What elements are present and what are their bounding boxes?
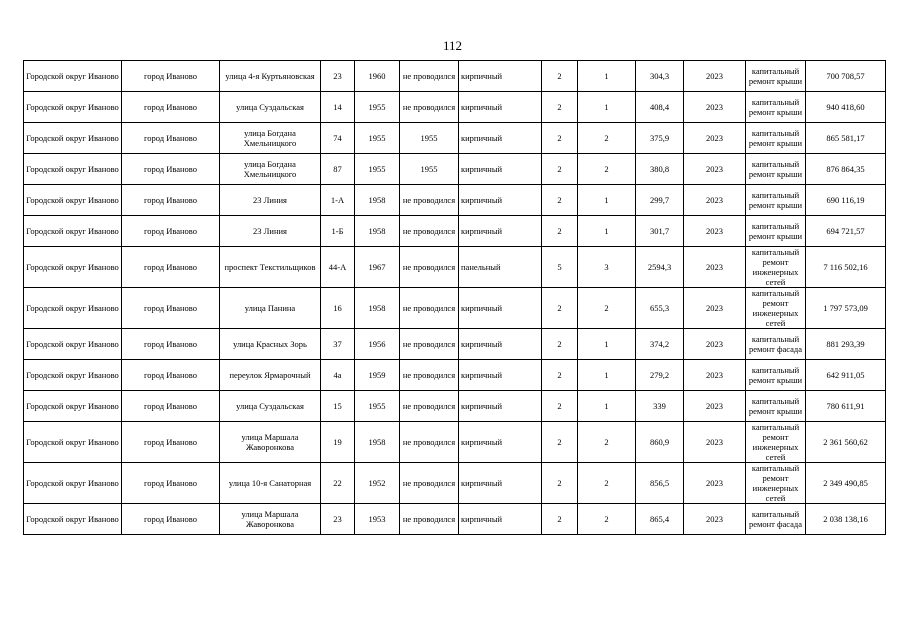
area-cell: 655,3 <box>636 288 684 329</box>
street-cell: переулок Ярмарочный <box>220 360 321 391</box>
house-number-cell: 14 <box>321 92 355 123</box>
housing-repair-table <box>23 60 886 535</box>
floors-cell: 2 <box>542 463 578 504</box>
cost-cell: 700 708,57 <box>806 61 886 92</box>
wall-material-cell: кирпичный <box>459 123 542 154</box>
house-number-cell: 19 <box>321 422 355 463</box>
last-repair-cell: не проводился <box>400 463 459 504</box>
plan-year-cell: 2023 <box>684 92 746 123</box>
house-number-cell: 87 <box>321 154 355 185</box>
entrances-cell: 2 <box>578 463 636 504</box>
year-built-cell: 1959 <box>355 360 400 391</box>
plan-year-cell: 2023 <box>684 61 746 92</box>
street-cell: 23 Линия <box>220 185 321 216</box>
plan-year-cell: 2023 <box>684 123 746 154</box>
table-row <box>24 422 886 463</box>
floors-cell: 2 <box>542 92 578 123</box>
last-repair-cell: не проводился <box>400 504 459 535</box>
city-cell: город Иваново <box>122 154 220 185</box>
entrances-cell: 2 <box>578 504 636 535</box>
house-number-cell: 37 <box>321 329 355 360</box>
floors-cell: 2 <box>542 154 578 185</box>
year-built-cell: 1958 <box>355 422 400 463</box>
house-number-cell: 23 <box>321 61 355 92</box>
year-built-cell: 1952 <box>355 463 400 504</box>
entrances-cell: 3 <box>578 247 636 288</box>
house-number-cell: 16 <box>321 288 355 329</box>
area-cell: 301,7 <box>636 216 684 247</box>
last-repair-cell: не проводился <box>400 247 459 288</box>
work-type-cell: капитальный ремонт крыши <box>746 154 806 185</box>
year-built-cell: 1955 <box>355 123 400 154</box>
floors-cell: 2 <box>542 391 578 422</box>
area-cell: 304,3 <box>636 61 684 92</box>
house-number-cell: 74 <box>321 123 355 154</box>
page-number: 112 <box>442 38 463 53</box>
last-repair-cell: не проводился <box>400 422 459 463</box>
wall-material-cell: кирпичный <box>459 61 542 92</box>
wall-material-cell: кирпичный <box>459 391 542 422</box>
entrances-cell: 2 <box>578 288 636 329</box>
cost-cell: 940 418,60 <box>806 92 886 123</box>
cost-cell: 690 116,19 <box>806 185 886 216</box>
year-built-cell: 1956 <box>355 329 400 360</box>
street-cell: улица Панина <box>220 288 321 329</box>
wall-material-cell: кирпичный <box>459 154 542 185</box>
house-number-cell: 23 <box>321 504 355 535</box>
floors-cell: 2 <box>542 216 578 247</box>
wall-material-cell: кирпичный <box>459 185 542 216</box>
street-cell: улица Маршала Жаворонкова <box>220 422 321 463</box>
floors-cell: 2 <box>542 288 578 329</box>
wall-material-cell: кирпичный <box>459 360 542 391</box>
entrances-cell: 2 <box>578 422 636 463</box>
city-cell: город Иваново <box>122 247 220 288</box>
cost-cell: 876 864,35 <box>806 154 886 185</box>
wall-material-cell: панельный <box>459 247 542 288</box>
municipal-district-cell: Городской округ Иваново <box>24 61 122 92</box>
entrances-cell: 1 <box>578 61 636 92</box>
area-cell: 374,2 <box>636 329 684 360</box>
floors-cell: 2 <box>542 61 578 92</box>
municipal-district-cell: Городской округ Иваново <box>24 247 122 288</box>
work-type-cell: капитальный ремонт крыши <box>746 391 806 422</box>
street-cell: улица Богдана Хмельницкого <box>220 123 321 154</box>
cost-cell: 865 581,17 <box>806 123 886 154</box>
year-built-cell: 1955 <box>355 154 400 185</box>
wall-material-cell: кирпичный <box>459 463 542 504</box>
plan-year-cell: 2023 <box>684 360 746 391</box>
floors-cell: 5 <box>542 247 578 288</box>
table-row <box>24 92 886 123</box>
city-cell: город Иваново <box>122 61 220 92</box>
cost-cell: 1 797 573,09 <box>806 288 886 329</box>
table-row <box>24 463 886 504</box>
floors-cell: 2 <box>542 504 578 535</box>
year-built-cell: 1953 <box>355 504 400 535</box>
house-number-cell: 1-А <box>321 185 355 216</box>
entrances-cell: 2 <box>578 154 636 185</box>
last-repair-cell: не проводился <box>400 61 459 92</box>
table-row <box>24 123 886 154</box>
municipal-district-cell: Городской округ Иваново <box>24 422 122 463</box>
city-cell: город Иваново <box>122 288 220 329</box>
plan-year-cell: 2023 <box>684 247 746 288</box>
street-cell: проспект Текстильщиков <box>220 247 321 288</box>
year-built-cell: 1955 <box>355 92 400 123</box>
cost-cell: 780 611,91 <box>806 391 886 422</box>
work-type-cell: капитальный ремонт инженерных сетей <box>746 463 806 504</box>
table-row <box>24 154 886 185</box>
last-repair-cell: не проводился <box>400 329 459 360</box>
plan-year-cell: 2023 <box>684 288 746 329</box>
plan-year-cell: 2023 <box>684 422 746 463</box>
year-built-cell: 1958 <box>355 185 400 216</box>
year-built-cell: 1967 <box>355 247 400 288</box>
entrances-cell: 1 <box>578 92 636 123</box>
last-repair-cell: не проводился <box>400 185 459 216</box>
area-cell: 375,9 <box>636 123 684 154</box>
work-type-cell: капитальный ремонт инженерных сетей <box>746 247 806 288</box>
plan-year-cell: 2023 <box>684 154 746 185</box>
street-cell: улица Суздальская <box>220 92 321 123</box>
plan-year-cell: 2023 <box>684 216 746 247</box>
wall-material-cell: кирпичный <box>459 329 542 360</box>
municipal-district-cell: Городской округ Иваново <box>24 391 122 422</box>
house-number-cell: 15 <box>321 391 355 422</box>
city-cell: город Иваново <box>122 391 220 422</box>
street-cell: улица 4-я Куртьяновская <box>220 61 321 92</box>
wall-material-cell: кирпичный <box>459 504 542 535</box>
floors-cell: 2 <box>542 329 578 360</box>
floors-cell: 2 <box>542 422 578 463</box>
area-cell: 279,2 <box>636 360 684 391</box>
municipal-district-cell: Городской округ Иваново <box>24 463 122 504</box>
table-row <box>24 329 886 360</box>
last-repair-cell: 1955 <box>400 154 459 185</box>
table-row <box>24 247 886 288</box>
wall-material-cell: кирпичный <box>459 422 542 463</box>
work-type-cell: капитальный ремонт инженерных сетей <box>746 288 806 329</box>
plan-year-cell: 2023 <box>684 504 746 535</box>
city-cell: город Иваново <box>122 360 220 391</box>
wall-material-cell: кирпичный <box>459 92 542 123</box>
last-repair-cell: не проводился <box>400 288 459 329</box>
last-repair-cell: не проводился <box>400 391 459 422</box>
area-cell: 299,7 <box>636 185 684 216</box>
wall-material-cell: кирпичный <box>459 288 542 329</box>
street-cell: улица Богдана Хмельницкого <box>220 154 321 185</box>
house-number-cell: 22 <box>321 463 355 504</box>
table-row <box>24 504 886 535</box>
house-number-cell: 44-А <box>321 247 355 288</box>
work-type-cell: капитальный ремонт крыши <box>746 92 806 123</box>
entrances-cell: 1 <box>578 329 636 360</box>
table-body <box>24 61 886 535</box>
floors-cell: 2 <box>542 360 578 391</box>
municipal-district-cell: Городской округ Иваново <box>24 288 122 329</box>
area-cell: 865,4 <box>636 504 684 535</box>
cost-cell: 2 349 490,85 <box>806 463 886 504</box>
municipal-district-cell: Городской округ Иваново <box>24 504 122 535</box>
city-cell: город Иваново <box>122 123 220 154</box>
municipal-district-cell: Городской округ Иваново <box>24 216 122 247</box>
work-type-cell: капитальный ремонт инженерных сетей <box>746 422 806 463</box>
year-built-cell: 1955 <box>355 391 400 422</box>
area-cell: 339 <box>636 391 684 422</box>
work-type-cell: капитальный ремонт крыши <box>746 185 806 216</box>
work-type-cell: капитальный ремонт крыши <box>746 360 806 391</box>
floors-cell: 2 <box>542 185 578 216</box>
street-cell: улица 10-я Санаторная <box>220 463 321 504</box>
area-cell: 380,8 <box>636 154 684 185</box>
street-cell: улица Маршала Жаворонкова <box>220 504 321 535</box>
plan-year-cell: 2023 <box>684 185 746 216</box>
plan-year-cell: 2023 <box>684 463 746 504</box>
wall-material-cell: кирпичный <box>459 216 542 247</box>
last-repair-cell: не проводился <box>400 216 459 247</box>
floors-cell: 2 <box>542 123 578 154</box>
cost-cell: 881 293,39 <box>806 329 886 360</box>
street-cell: улица Красных Зорь <box>220 329 321 360</box>
last-repair-cell: 1955 <box>400 123 459 154</box>
last-repair-cell: не проводился <box>400 92 459 123</box>
area-cell: 408,4 <box>636 92 684 123</box>
area-cell: 2594,3 <box>636 247 684 288</box>
cost-cell: 2 038 138,16 <box>806 504 886 535</box>
entrances-cell: 2 <box>578 123 636 154</box>
street-cell: 23 Линия <box>220 216 321 247</box>
city-cell: город Иваново <box>122 329 220 360</box>
entrances-cell: 1 <box>578 185 636 216</box>
table-row <box>24 391 886 422</box>
city-cell: город Иваново <box>122 92 220 123</box>
year-built-cell: 1958 <box>355 288 400 329</box>
house-number-cell: 4а <box>321 360 355 391</box>
work-type-cell: капитальный ремонт крыши <box>746 216 806 247</box>
year-built-cell: 1958 <box>355 216 400 247</box>
cost-cell: 642 911,05 <box>806 360 886 391</box>
street-cell: улица Суздальская <box>220 391 321 422</box>
house-number-cell: 1-Б <box>321 216 355 247</box>
table-row <box>24 216 886 247</box>
municipal-district-cell: Городской округ Иваново <box>24 329 122 360</box>
municipal-district-cell: Городской округ Иваново <box>24 123 122 154</box>
table-row <box>24 61 886 92</box>
city-cell: город Иваново <box>122 463 220 504</box>
cost-cell: 2 361 560,62 <box>806 422 886 463</box>
plan-year-cell: 2023 <box>684 391 746 422</box>
table-row <box>24 288 886 329</box>
table-row <box>24 360 886 391</box>
city-cell: город Иваново <box>122 422 220 463</box>
city-cell: город Иваново <box>122 185 220 216</box>
municipal-district-cell: Городской округ Иваново <box>24 92 122 123</box>
work-type-cell: капитальный ремонт фасада <box>746 504 806 535</box>
entrances-cell: 1 <box>578 360 636 391</box>
municipal-district-cell: Городской округ Иваново <box>24 360 122 391</box>
area-cell: 860,9 <box>636 422 684 463</box>
entrances-cell: 1 <box>578 216 636 247</box>
plan-year-cell: 2023 <box>684 329 746 360</box>
municipal-district-cell: Городской округ Иваново <box>24 185 122 216</box>
entrances-cell: 1 <box>578 391 636 422</box>
work-type-cell: капитальный ремонт крыши <box>746 61 806 92</box>
cost-cell: 694 721,57 <box>806 216 886 247</box>
municipal-district-cell: Городской округ Иваново <box>24 154 122 185</box>
area-cell: 856,5 <box>636 463 684 504</box>
city-cell: город Иваново <box>122 504 220 535</box>
work-type-cell: капитальный ремонт крыши <box>746 123 806 154</box>
work-type-cell: капитальный ремонт фасада <box>746 329 806 360</box>
year-built-cell: 1960 <box>355 61 400 92</box>
last-repair-cell: не проводился <box>400 360 459 391</box>
city-cell: город Иваново <box>122 216 220 247</box>
cost-cell: 7 116 502,16 <box>806 247 886 288</box>
table-row <box>24 185 886 216</box>
